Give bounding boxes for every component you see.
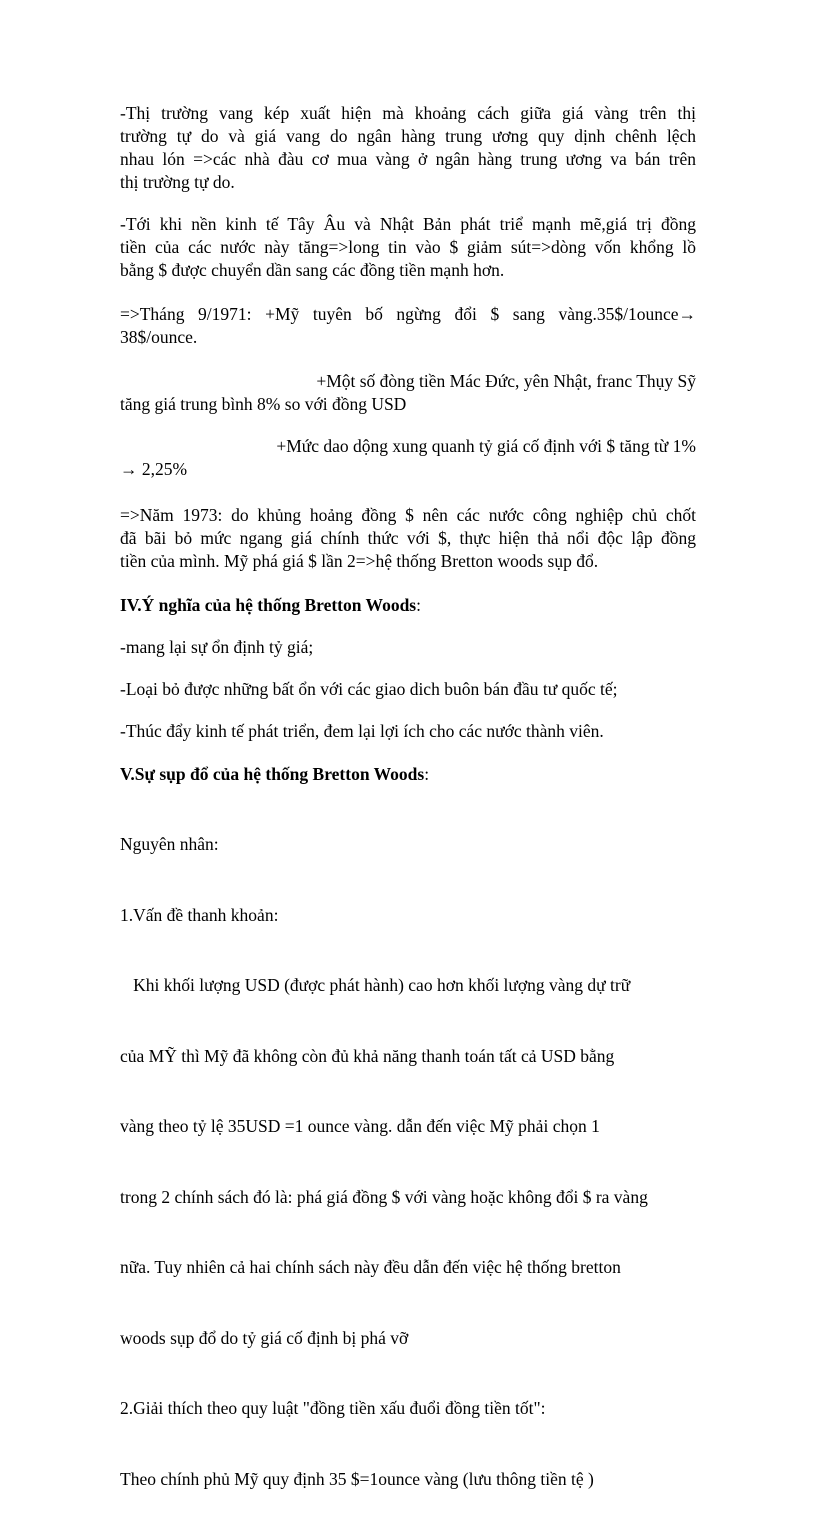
section-heading-significance [120, 594, 696, 617]
text-line: thị trường tự do. [120, 172, 235, 192]
text-line: nhau lón =>các nhà đàu cơ mua vàng ở ngân hàng trung ương va bán trên [120, 149, 696, 169]
text-line: Khi khối lượng USD (được phát hành) cao hơn khối lượng vàng dự trữ [120, 975, 631, 995]
text-line: đã bãi bỏ mức ngang giá chính thức với $, thực hiện thả nổi độc lập đồng [120, 528, 696, 548]
heading-colon: : [424, 764, 430, 784]
text-line: 1.Vấn đề thanh khoản: [120, 904, 279, 925]
text-line: bằng $ được chuyển dần sang các đồng tiền mạnh hơn. [120, 260, 505, 280]
heading-text: V.Sự sụp đổ của hệ thống Bretton Woods [120, 764, 425, 784]
text-line: woods sụp đổ do tỷ giá cố định bị phá vỡ [120, 1327, 409, 1348]
bullet-economic-growth: -Thúc đẩy kinh tế phát triển, đem lại lợi ích cho các nước thành viên. [120, 721, 604, 741]
text-line: trong 2 chính sách đó là: phá giá đồng $ với vàng hoặc không đổi $ ra vàng [120, 1186, 648, 1207]
paragraph-sept-1971 [120, 303, 696, 349]
text-line: của MỸ thì Mỹ đã không còn đủ khả năng thanh toán tất cả USD bằng [120, 1045, 615, 1066]
text-line: nữa. Tuy nhiên cả hai chính sách này đều dẫn đến việc hệ thống bretton [120, 1257, 621, 1277]
text-line: 2.Giải thích theo quy luật "đồng tiền xấu đuổi đồng tiền tốt": [120, 1398, 546, 1418]
text-line: tiền của các nước này tăng=>long tin vào $ giảm sút=>dòng vốn khổng lồ [120, 237, 696, 257]
paragraph-collapse-causes [120, 786, 696, 1538]
paragraph-europe-japan-growth [120, 213, 696, 282]
text-line: trường tự do và giá vang do ngân hàng trung ương quy dịnh chênh lệch [120, 126, 696, 146]
paragraph-fluctuation-band [120, 435, 696, 481]
text-line: 38$/ounce. [120, 327, 198, 347]
text-line: +Mức dao dộng xung quanh tỷ giá cố định với $ tăng từ 1% [276, 436, 696, 456]
bullet-remove-instability: -Loại bỏ được những bất ổn với các giao dich buôn bán đầu tư quốc tế; [120, 679, 618, 699]
text-line: → 2,25% [120, 459, 188, 479]
text-line: tăng giá trung bình 8% so với đồng USD [120, 394, 407, 414]
text-line: Nguyên nhân: [120, 834, 219, 854]
text-line: vàng theo tỷ lệ 35USD =1 ounce vàng. dẫn đến việc Mỹ phải chọn 1 [120, 1116, 600, 1136]
bullet-exchange-stability: -mang lại sự ổn định tỷ giá; [120, 637, 314, 657]
paragraph-dual-gold-market [120, 102, 696, 194]
text-line: -Tới khi nền kinh tế Tây Âu và Nhật Bản phát triể mạnh mẽ,giá trị đồng [120, 214, 696, 234]
text-line: =>Tháng 9/1971: +Mỹ tuyên bố ngừng đổi $ sang vàng.35$/1ounce→ [120, 304, 696, 324]
text-line: Theo chính phủ Mỹ quy định 35 $=1ounce vàng (lưu thông tiền tệ ) [120, 1468, 594, 1489]
text-line: -Thị trường vang kép xuất hiện mà khoảng cách giữa giá vàng trên thị [120, 103, 696, 123]
text-line: +Một số đòng tiền Mác Đức, yên Nhật, franc Thụy Sỹ [316, 371, 696, 391]
heading-text: IV.Ý nghĩa của hệ thống Bretton Woods [120, 595, 417, 615]
heading-colon: : [416, 595, 421, 615]
section-heading-collapse [120, 763, 696, 786]
text-line: tiền của mình. Mỹ phá giá $ lần 2=>hệ thống Bretton woods sụp đổ. [120, 551, 599, 571]
text-line: =>Năm 1973: do khủng hoảng đồng $ nên các nước công nghiệp chủ chốt [120, 505, 696, 525]
paragraph-1973-collapse [120, 504, 696, 573]
paragraph-currency-revaluation [120, 370, 696, 416]
